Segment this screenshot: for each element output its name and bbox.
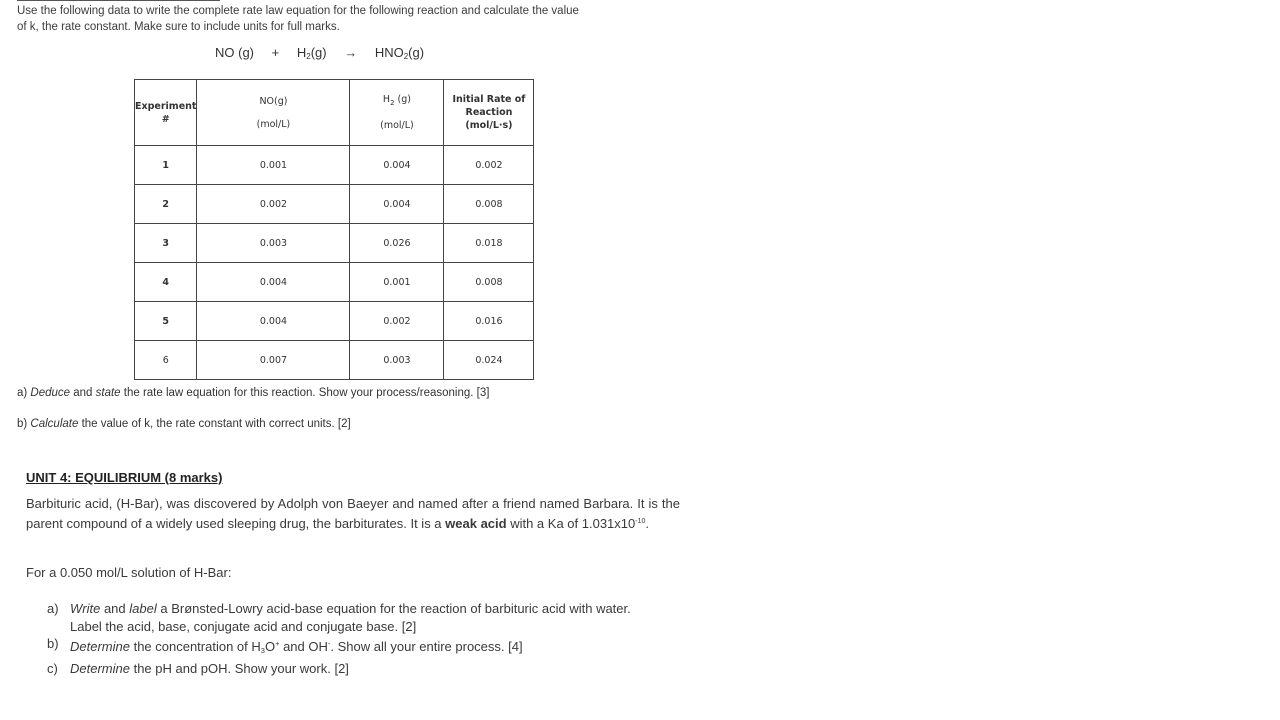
- cell-rate: 0.008: [444, 185, 534, 224]
- intro-line-1: Use the following data to write the complete rate law equation for the following reaction and calculate the value: [17, 5, 579, 17]
- reactant-no: NO (g): [215, 45, 254, 60]
- plus-sign: +: [271, 45, 280, 60]
- table-row: [135, 263, 534, 302]
- question-text: Determine the concentration of $H_3O^+$ and OH-. Show all your entire process. [4]: [70, 639, 523, 655]
- question-b: b) Calculate the value of k, the rate constant with correct units. [2]: [17, 418, 351, 430]
- table-row: [135, 185, 534, 224]
- question-a: a) Deduce and state the rate law equation for this reaction. Show your process/reasoning. [3]: [17, 387, 490, 399]
- barbituric-acid-paragraph: Barbituric acid, (H-Bar), was discovered by Adolph von Baeyer and named after a friend named Barbara. It is the parent compound of a widely used sleeping drug, the barbiturates. It is a weak acid with a Ka of $1.031x10^{-10}$.: [26, 496, 680, 531]
- question-label: c): [47, 660, 58, 676]
- cell-no: 0.001: [197, 146, 350, 185]
- cell-rate: 0.016: [444, 302, 534, 341]
- question-text: Determine the pH and pOH. Show your work. [2]: [70, 660, 349, 676]
- table-row: [135, 341, 534, 380]
- cell-h2: 0.002: [350, 302, 444, 341]
- cell-h2: 0.004: [350, 185, 444, 224]
- cell-no: 0.004: [197, 263, 350, 302]
- cell-rate: 0.002: [444, 146, 534, 185]
- header-no-concentration: NO(g) (mol/L): [197, 80, 350, 146]
- list-item: [47, 660, 631, 678]
- question-label: b): [47, 636, 59, 651]
- cell-rate: 0.008: [444, 263, 534, 302]
- cell-no: 0.003: [197, 224, 350, 263]
- table-header-row: [135, 80, 534, 146]
- cell-no: 0.004: [197, 302, 350, 341]
- cell-h2: 0.003: [350, 341, 444, 380]
- list-item: [47, 600, 631, 635]
- intro-instructions: [17, 4, 617, 35]
- table-row: [135, 224, 534, 263]
- cell-experiment: 2: [135, 185, 197, 224]
- header-initial-rate: Initial Rate of Reaction (mol/L·s): [444, 80, 534, 146]
- cell-experiment: 3: [135, 224, 197, 263]
- unit4-heading: UNIT 4: EQUILIBRIUM (8 marks): [26, 470, 223, 485]
- list-item: [47, 635, 631, 660]
- cell-no: 0.007: [197, 341, 350, 380]
- cell-h2: 0.004: [350, 146, 444, 185]
- intro-line-2: of k, the rate constant. Make sure to include units for full marks.: [17, 20, 340, 33]
- cell-rate: 0.024: [444, 341, 534, 380]
- product-hno2: $HNO_2(g)$: [374, 45, 425, 61]
- reaction-equation: [215, 45, 424, 61]
- cell-experiment: 4: [135, 263, 197, 302]
- table-row: [135, 302, 534, 341]
- cell-h2: 0.026: [350, 224, 444, 263]
- unit4-question-list: [47, 600, 631, 677]
- rate-data-table: [134, 79, 534, 380]
- cell-rate: 0.018: [444, 224, 534, 263]
- table-row: [135, 146, 534, 185]
- reactant-h2: $H_2(g)$: [296, 45, 327, 61]
- reaction-arrow: →: [344, 45, 358, 60]
- cell-experiment: 5: [135, 302, 197, 341]
- question-text: Write and label a Brønsted-Lowry acid-base equation for the reaction of barbituric acid with water. Label the acid, base, conjugate acid and conjugate base. [2]: [70, 601, 631, 634]
- cell-experiment: 6: [135, 341, 197, 380]
- header-h2-concentration: $H_2$ (g) (mol/L): [350, 80, 444, 146]
- header-experiment: Experiment #: [135, 80, 197, 146]
- cell-no: 0.002: [197, 185, 350, 224]
- cell-experiment: 1: [135, 146, 197, 185]
- question-label: a): [47, 601, 59, 616]
- top-rule: [17, 0, 220, 1]
- cell-h2: 0.001: [350, 263, 444, 302]
- solution-prompt: For a 0.050 mol/L solution of H-Bar:: [26, 565, 232, 580]
